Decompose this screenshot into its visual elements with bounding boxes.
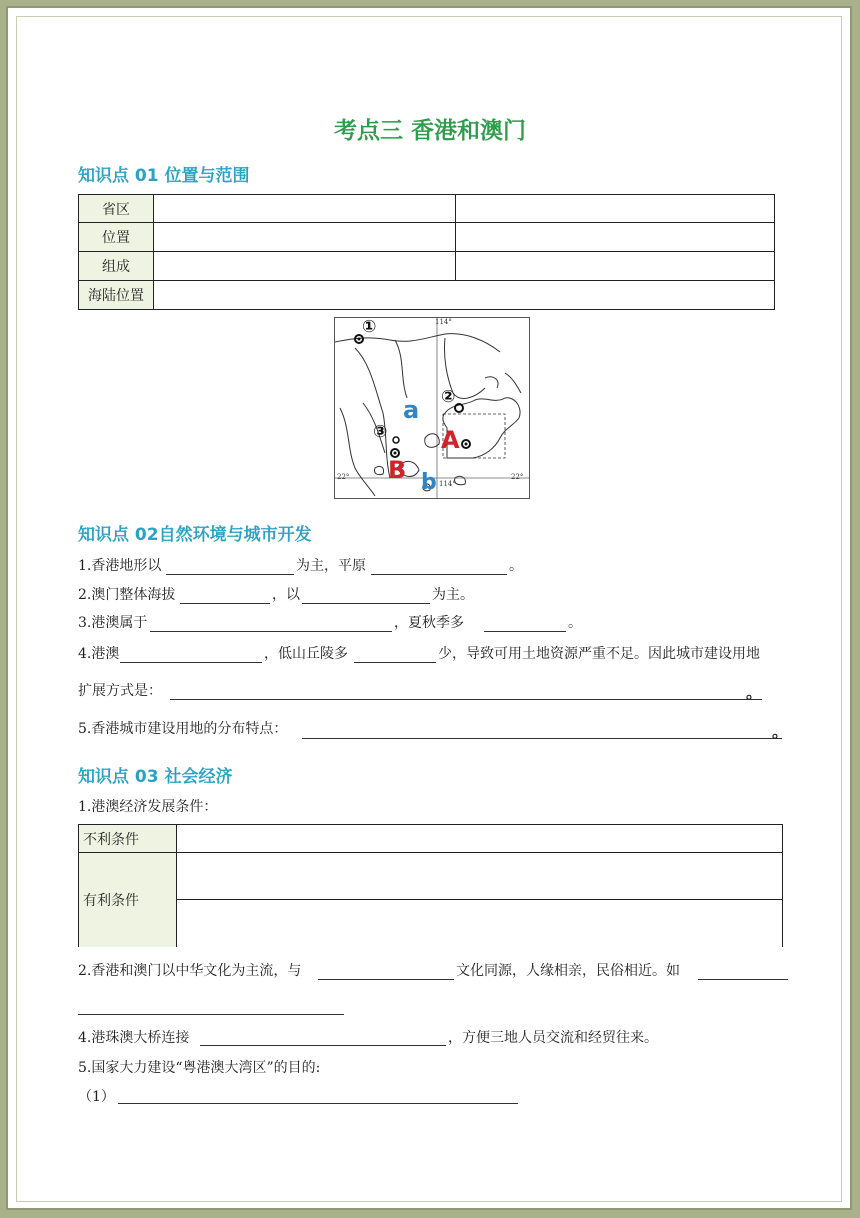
table-cell[interactable] xyxy=(177,900,783,947)
table-cell[interactable] xyxy=(154,223,456,252)
answer-blank[interactable] xyxy=(302,603,430,604)
section-heading-01: 知识点 01 位置与范围 xyxy=(78,166,250,186)
q2-text-a: 2.澳门整体海拔 xyxy=(78,587,176,603)
answer-blank[interactable] xyxy=(200,1045,446,1046)
answer-blank[interactable] xyxy=(118,1103,518,1104)
table-cell[interactable] xyxy=(154,281,775,310)
page-title: 考点三 香港和澳门 xyxy=(333,118,526,144)
answer-blank[interactable] xyxy=(371,574,507,575)
q4-text-a: 4.港澳 xyxy=(78,646,120,662)
map-tick-left: 22° xyxy=(337,473,350,481)
s3-q1-text: 1.港澳经济发展条件： xyxy=(78,799,218,815)
row-label-favorable: 有利条件 xyxy=(79,853,177,947)
map-tick-top: 114° xyxy=(435,318,452,326)
table-cell[interactable] xyxy=(456,195,775,223)
answer-blank[interactable] xyxy=(484,631,566,632)
q1-text-a: 1.香港地形以 xyxy=(78,558,162,574)
s3-q2-text-a: 2.香港和澳门以中华文化为主流，与 xyxy=(78,963,302,979)
answer-blank[interactable] xyxy=(302,738,782,739)
answer-blank[interactable] xyxy=(354,662,436,663)
answer-blank[interactable] xyxy=(166,574,294,575)
s3-q5-1-label: （1） xyxy=(78,1089,115,1105)
q4-text-c: 少，导致可用土地资源严重不足。因此城市建设用地 xyxy=(438,646,760,662)
answer-blank[interactable] xyxy=(698,979,788,980)
section-heading-02: 知识点 02自然环境与城市开发 xyxy=(78,525,312,545)
table-cell[interactable] xyxy=(456,223,775,252)
hong-kong-macau-map xyxy=(334,317,530,499)
map-tick-right: 22° xyxy=(511,473,524,481)
s3-q5-text: 5.国家大力建设“粤港澳大湾区”的目的: xyxy=(78,1060,321,1076)
map-label-b: b xyxy=(421,470,437,495)
row-label-position: 位置 xyxy=(79,223,154,252)
q4-text-b: ，低山丘陵多 xyxy=(264,646,348,662)
q2-text-c: 为主。 xyxy=(432,587,474,603)
q3-text-c: 。 xyxy=(568,615,582,631)
map-label-B: B xyxy=(388,456,407,484)
answer-blank[interactable] xyxy=(120,662,262,663)
s3-q2-text-b: 文化同源，人缘相亲，民俗相近。如 xyxy=(456,963,680,979)
q1-text-b: 为主，平原 xyxy=(296,558,366,574)
s3-q4-text-a: 4.港珠澳大桥连接 xyxy=(78,1030,190,1046)
q5-text-a: 5.香港城市建设用地的分布特点： xyxy=(78,721,288,737)
q3-text-b: ，夏秋季多 xyxy=(394,615,464,631)
table-cell[interactable] xyxy=(177,825,783,853)
q2-text-b: ，以 xyxy=(272,587,300,603)
q4-text-e: 。 xyxy=(746,683,763,702)
row-label-province: 省区 xyxy=(79,195,154,223)
map-marker-3: ③ xyxy=(373,422,388,442)
economy-conditions-table xyxy=(78,824,783,947)
map-marker-1: ① xyxy=(362,317,377,337)
answer-blank[interactable] xyxy=(150,631,392,632)
answer-blank[interactable] xyxy=(78,1014,344,1015)
row-label-composition: 组成 xyxy=(79,252,154,281)
table-cell[interactable] xyxy=(177,853,783,900)
answer-blank[interactable] xyxy=(170,699,762,700)
q4-text-d: 扩展方式是： xyxy=(78,683,162,699)
table-cell[interactable] xyxy=(154,195,456,223)
map-tick-bottom: 114° xyxy=(439,480,456,488)
answer-blank[interactable] xyxy=(318,979,454,980)
q3-text-a: 3.港澳属于 xyxy=(78,615,148,631)
table-cell[interactable] xyxy=(456,252,775,281)
row-label-sea-land-position: 海陆位置 xyxy=(79,281,154,310)
map-marker-2: ② xyxy=(441,387,456,407)
section-heading-03: 知识点 03 社会经济 xyxy=(78,767,233,787)
map-label-a: a xyxy=(403,396,420,424)
q1-text-c: 。 xyxy=(509,558,523,574)
row-label-unfavorable: 不利条件 xyxy=(79,825,177,853)
s3-q4-text-b: ，方便三地人员交流和经贸往来。 xyxy=(448,1030,658,1046)
location-table xyxy=(78,194,775,310)
answer-blank[interactable] xyxy=(180,603,270,604)
map-label-A: A xyxy=(441,426,460,454)
q5-text-b: 。 xyxy=(772,722,789,741)
table-cell[interactable] xyxy=(154,252,456,281)
